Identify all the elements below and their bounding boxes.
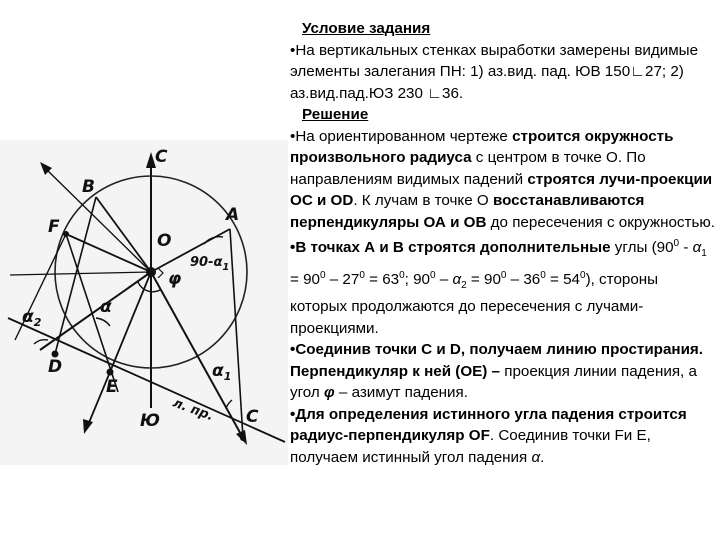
solution-step-2: •В точках А и В строятся дополнительные углы ($90^0 - \alpha_1 = 90^0 - 27^0 = 63^0$; $90^0 - \alpha_2 = 90^0 - 36^0 = 54^0$), стороны которых продолжаются до пересечения с лучами-проекциями. xyxy=(290,238,707,337)
label-o: О xyxy=(157,231,172,251)
label-yu: Ю xyxy=(140,411,160,431)
label-a: А xyxy=(226,205,240,225)
solution-header: Решение xyxy=(302,106,369,123)
drawing-svg xyxy=(0,140,288,465)
point-e xyxy=(107,369,114,376)
solution-step-3: •Соединив точки C и D, получаем линию простирания. Перпендикуляр к ней (ОЕ) – проекция линии падения, а угол φ – азимут падения. xyxy=(290,341,703,402)
label-e: E xyxy=(106,377,118,397)
label-b: В xyxy=(82,177,95,197)
label-c-top: С xyxy=(155,147,168,167)
label-c-bottom: С xyxy=(246,407,259,427)
label-alpha1: $\alpha_1$ xyxy=(212,361,232,383)
condition-paragraph: •На вертикальных стенках выработки замерены видимые элементы залегания ПН: 1) аз.вид. пад. ЮВ 150∟27; 2) аз.вид.пад.ЮЗ 230 ∟36. xyxy=(290,41,699,102)
explanation-text xyxy=(290,18,716,468)
label-d: D xyxy=(48,357,63,377)
point-c xyxy=(240,435,246,441)
label-90-alpha1: $90-\alpha_1$ xyxy=(190,255,230,273)
label-alpha: α xyxy=(100,297,112,317)
label-strike-line: л. пр. xyxy=(170,395,216,425)
construction-drawing xyxy=(0,140,288,465)
solution-step-1: •На ориентированном чертеже строится окружность произвольного радиуса с центром в точке О. По направлениям видимых падений строятся лучи-проекции ОС и OD. К лучам в точке О восстанавливаются перпендикуляры ОА и ОВ до пересечения с окружностью. xyxy=(290,127,715,231)
label-f: F xyxy=(48,217,60,237)
label-phi: φ xyxy=(168,269,182,289)
label-alpha2: $\alpha_2$ xyxy=(22,307,42,329)
point-f xyxy=(63,231,69,237)
solution-step-4: •Для определения истинного угла падения строится радиус-перпендикуляр OF. Соединив точки Fи E, получаем истинный угол падения α. xyxy=(290,405,687,466)
center-point xyxy=(146,267,156,277)
condition-header: Условие задания xyxy=(302,20,431,37)
